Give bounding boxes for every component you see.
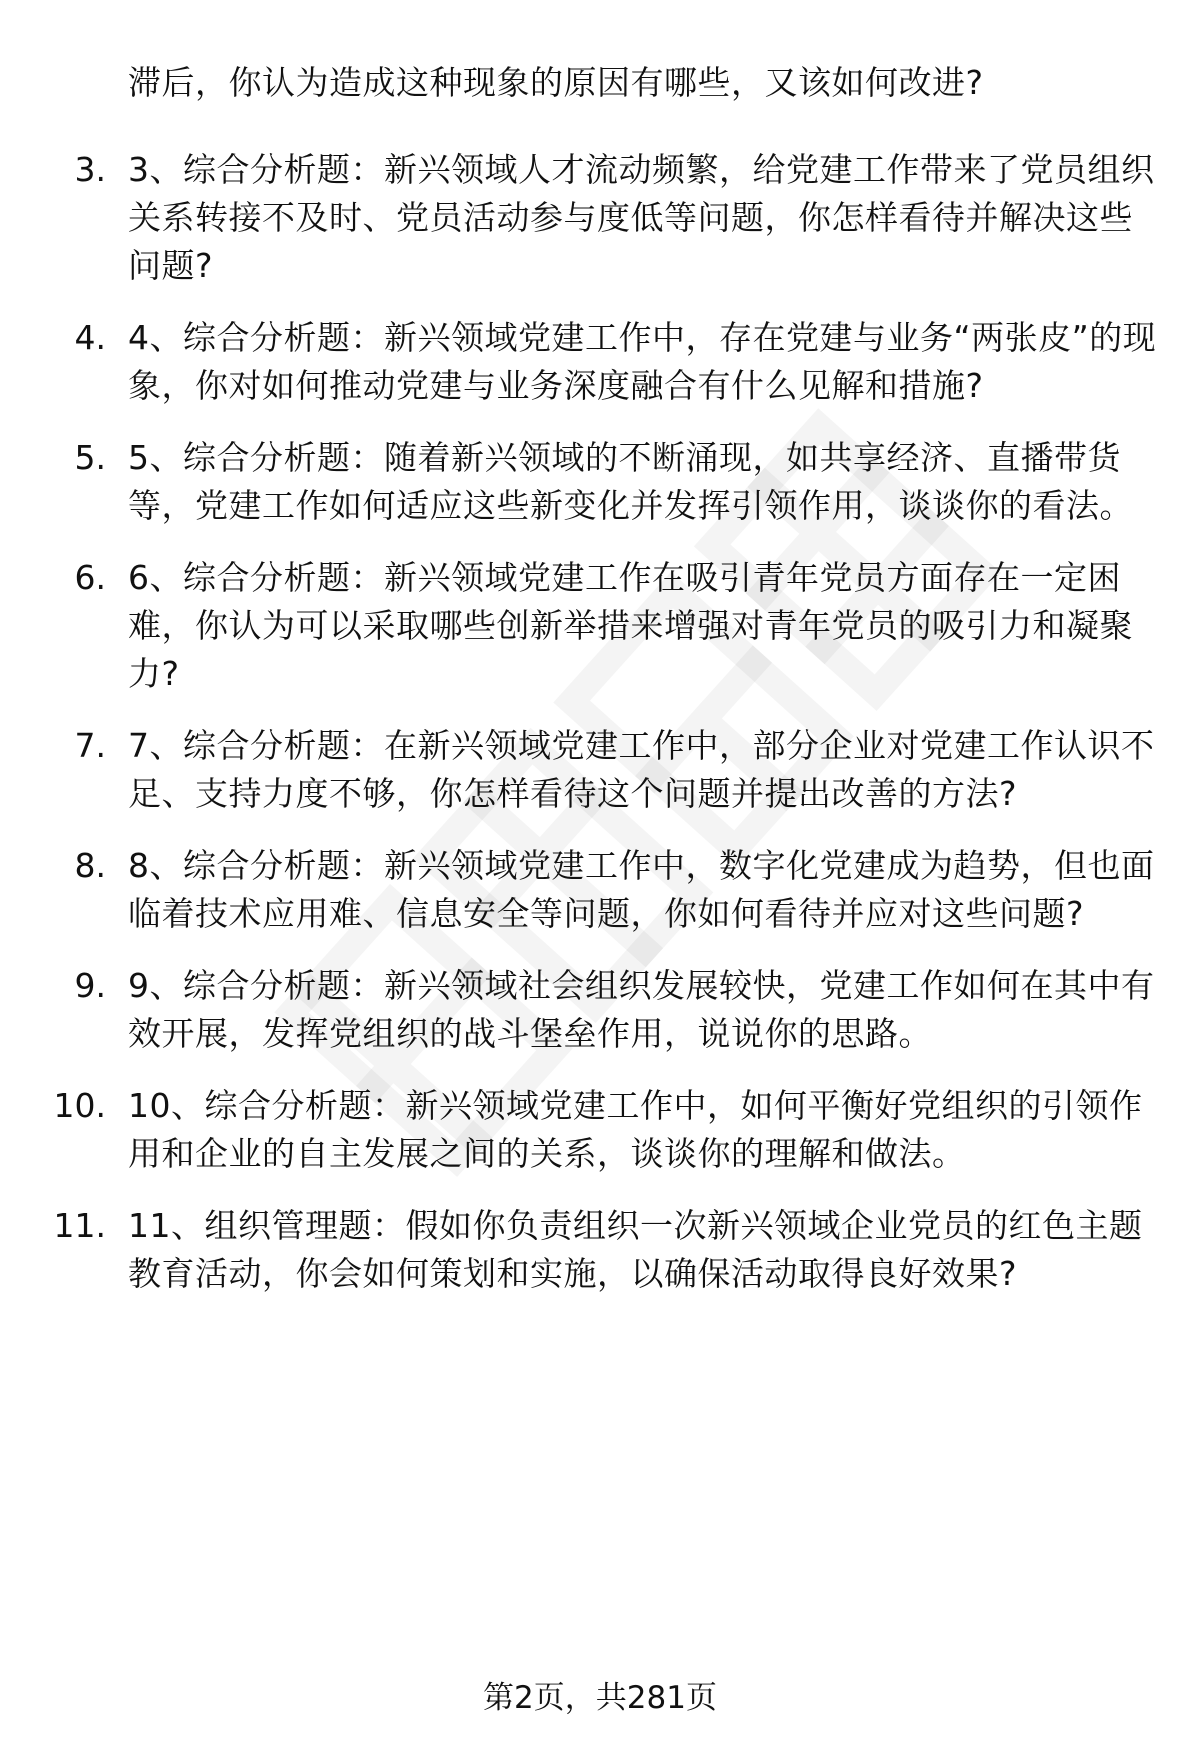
question-text: 8、综合分析题：新兴领域党建工作中，数字化党建成为趋势，但也面临着技术应用难、信息安全等问题，你如何看待并应对这些问题? (128, 846, 1155, 933)
question-text: 3、综合分析题：新兴领域人才流动频繁，给党建工作带来了党员组织关系转接不及时、党员活动参与度低等问题，你怎样看待并解决这些问题? (128, 150, 1155, 285)
question-item (0, 1202, 1200, 1298)
question-number: 6. (74, 558, 106, 597)
question-item (0, 962, 1200, 1058)
question-item (0, 314, 1200, 410)
question-number: 11. (53, 1206, 106, 1245)
question-number: 10. (53, 1086, 106, 1125)
question-number: 3. (74, 150, 106, 189)
question-item (0, 554, 1200, 698)
question-text: 5、综合分析题：随着新兴领域的不断涌现，如共享经济、直播带货等，党建工作如何适应这些新变化并发挥引领作用，谈谈你的看法。 (128, 438, 1133, 525)
question-number: 4. (74, 318, 106, 357)
question-number: 7. (74, 726, 106, 765)
question-item (0, 1082, 1200, 1178)
question-item (0, 842, 1200, 938)
question-item (0, 434, 1200, 530)
question-text: 10、综合分析题：新兴领域党建工作中，如何平衡好党组织的引领作用和企业的自主发展之间的关系，谈谈你的理解和做法。 (128, 1086, 1143, 1173)
lead-paragraph: 滞后，你认为造成这种现象的原因有哪些，又该如何改进? (128, 63, 984, 102)
question-list (0, 146, 1200, 1322)
question-number: 8. (74, 846, 106, 885)
question-number: 5. (74, 438, 106, 477)
question-text: 11、组织管理题：假如你负责组织一次新兴领域企业党员的红色主题教育活动，你会如何策划和实施，以确保活动取得良好效果? (128, 1206, 1143, 1293)
question-number: 9. (74, 966, 106, 1005)
question-text: 9、综合分析题：新兴领域社会组织发展较快，党建工作如何在其中有效开展，发挥党组织的战斗堡垒作用，说说你的思路。 (128, 966, 1155, 1053)
page-footer: 第2页，共281页 (483, 1680, 717, 1716)
question-item (0, 722, 1200, 818)
question-item (0, 146, 1200, 290)
question-text: 4、综合分析题：新兴领域党建工作中，存在党建与业务“两张皮”的现象，你对如何推动党建与业务深度融合有什么见解和措施? (128, 318, 1157, 405)
question-text: 6、综合分析题：新兴领域党建工作在吸引青年党员方面存在一定困难，你认为可以采取哪些创新举措来增强对青年党员的吸引力和凝聚力? (128, 558, 1133, 693)
question-text: 7、综合分析题：在新兴领域党建工作中，部分企业对党建工作认识不足、支持力度不够，你怎样看待这个问题并提出改善的方法? (128, 726, 1155, 813)
